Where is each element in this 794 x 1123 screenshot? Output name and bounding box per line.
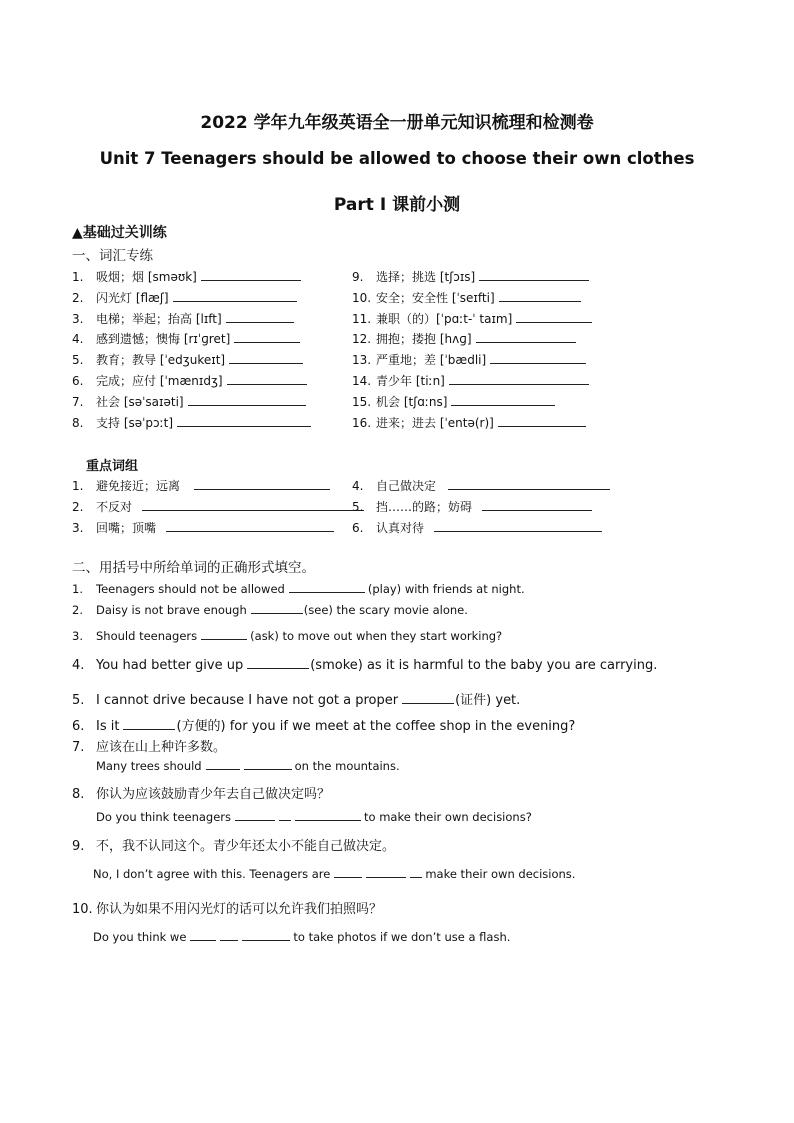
vocab-item: 7. 社会 [səˈsaɪəti]: [72, 393, 306, 410]
unit-title: Unit 7 Teenagers should be allowed to choose their own clothes: [99, 149, 695, 168]
vocab-item: 12. 拥抱；搂抱 [hʌɡ]: [352, 330, 576, 347]
answer-blank[interactable]: [226, 311, 294, 323]
question-7-cn: 7. 应该在山上种许多数。: [72, 740, 227, 755]
vocab-item: 10. 安全；安全性 [ˈseɪfti]: [352, 289, 581, 306]
answer-blank[interactable]: [451, 394, 555, 406]
answer-blank[interactable]: [123, 718, 175, 730]
question-1: 1. Teenagers should not be allowed (play) with friends at night.: [72, 582, 525, 596]
phrase-item: 5. 挡……的路；妨碍: [352, 498, 592, 515]
vocab-item: 16. 进来；进去 [ˈentə(r)]: [352, 414, 586, 431]
phrases-heading: 重点词组: [86, 459, 139, 474]
answer-blank[interactable]: [142, 499, 364, 511]
vocab-item: 11. 兼职（的）[ˈpɑːt-ˈ taɪm]: [352, 310, 592, 327]
answer-blank[interactable]: [229, 352, 303, 364]
answer-blank[interactable]: [516, 311, 592, 323]
answer-blank[interactable]: [201, 628, 247, 640]
answer-blank[interactable]: [251, 602, 303, 614]
question-9: No, I don’t agree with this. Teenagers are make their own decisions.: [93, 867, 576, 881]
vocab-item: 1. 吸烟；烟 [sməʊk]: [72, 268, 301, 285]
answer-blank[interactable]: [434, 520, 602, 532]
answer-blank[interactable]: [479, 269, 589, 281]
answer-blank[interactable]: [334, 866, 362, 878]
vocab-item: 8. 支持 [səˈpɔːt]: [72, 414, 311, 431]
answer-blank[interactable]: [173, 290, 297, 302]
answer-blank[interactable]: [235, 809, 275, 821]
answer-blank[interactable]: [476, 331, 576, 343]
answer-blank[interactable]: [289, 581, 365, 593]
answer-blank[interactable]: [498, 415, 586, 427]
vocab-item: 13. 严重地；差 [ˈbædli]: [352, 351, 586, 368]
answer-blank[interactable]: [410, 866, 422, 878]
answer-blank[interactable]: [402, 692, 454, 704]
answer-blank[interactable]: [220, 929, 238, 941]
question-4: 4. You had better give up (smoke) as it is harmful to the baby you are carrying.: [72, 658, 658, 673]
answer-blank[interactable]: [201, 269, 301, 281]
answer-blank[interactable]: [499, 290, 581, 302]
answer-blank[interactable]: [190, 929, 216, 941]
answer-blank[interactable]: [206, 758, 240, 770]
phrase-item: 2. 不反对: [72, 498, 364, 515]
vocab-item: 9. 选择；挑选 [tʃɔɪs]: [352, 268, 589, 285]
question-9-cn: 9. 不，我不认同这个。青少年还太小不能自己做决定。: [72, 839, 396, 854]
answer-blank[interactable]: [244, 758, 292, 770]
answer-blank[interactable]: [177, 415, 311, 427]
doc-title: 2022 学年九年级英语全一册单元知识梳理和检测卷: [200, 113, 594, 133]
question-10: Do you think we to take photos if we don’t use a flash.: [93, 930, 511, 944]
answer-blank[interactable]: [295, 809, 361, 821]
answer-blank[interactable]: [166, 520, 334, 532]
question-5: 5. I cannot drive because I have not got a proper (证件) yet.: [72, 693, 521, 708]
answer-blank[interactable]: [279, 809, 291, 821]
answer-blank[interactable]: [449, 373, 589, 385]
phrase-item: 4. 自己做决定: [352, 477, 610, 494]
phrase-item: 6. 认真对待: [352, 519, 602, 536]
answer-blank[interactable]: [490, 352, 586, 364]
question-2: 2. Daisy is not brave enough (see) the scary movie alone.: [72, 603, 468, 617]
vocab-item: 14. 青少年 [tiːn]: [352, 372, 589, 389]
answer-blank[interactable]: [242, 929, 290, 941]
question-3: 3. Should teenagers (ask) to move out when they start working?: [72, 629, 503, 643]
answer-blank[interactable]: [247, 657, 309, 669]
question-6: 6. Is it (方便的) for you if we meet at the coffee shop in the evening?: [72, 719, 576, 734]
question-8-cn: 8. 你认为应该鼓励青少年去自己做决定吗？: [72, 787, 331, 802]
question-10-cn: 10. 你认为如果不用闪光灯的话可以允许我们拍照吗？: [72, 902, 383, 917]
section-basic-heading: ▲基础过关训练: [72, 225, 167, 241]
vocab-item: 2. 闪光灯 [flæʃ]: [72, 289, 297, 306]
vocab-heading: 一、词汇专练: [72, 248, 153, 264]
vocab-item: 5. 教育；教导 [ˈedʒukeɪt]: [72, 351, 303, 368]
question-7: Many trees should on the mountains.: [96, 759, 400, 773]
answer-blank[interactable]: [234, 331, 300, 343]
answer-blank[interactable]: [188, 394, 306, 406]
vocab-item: 4. 感到遗憾；懊悔 [rɪˈɡret]: [72, 330, 300, 347]
answer-blank[interactable]: [482, 499, 592, 511]
part2-heading: 二、用括号中所给单词的正确形式填空。: [72, 560, 315, 576]
phrase-item: 3. 回嘴；顶嘴: [72, 519, 334, 536]
vocab-item: 15. 机会 [tʃɑːns]: [352, 393, 555, 410]
answer-blank[interactable]: [194, 478, 330, 490]
answer-blank[interactable]: [366, 866, 406, 878]
vocab-item: 6. 完成；应付 [ˈmænɪdʒ]: [72, 372, 307, 389]
answer-blank[interactable]: [448, 478, 610, 490]
phrase-item: 1. 避免接近；远离: [72, 477, 330, 494]
part-title: Part I 课前小测: [333, 195, 461, 215]
answer-blank[interactable]: [227, 373, 307, 385]
question-8: Do you think teenagers to make their own decisions?: [96, 810, 532, 824]
vocab-item: 3. 电梯；举起；抬高 [lɪft]: [72, 310, 294, 327]
